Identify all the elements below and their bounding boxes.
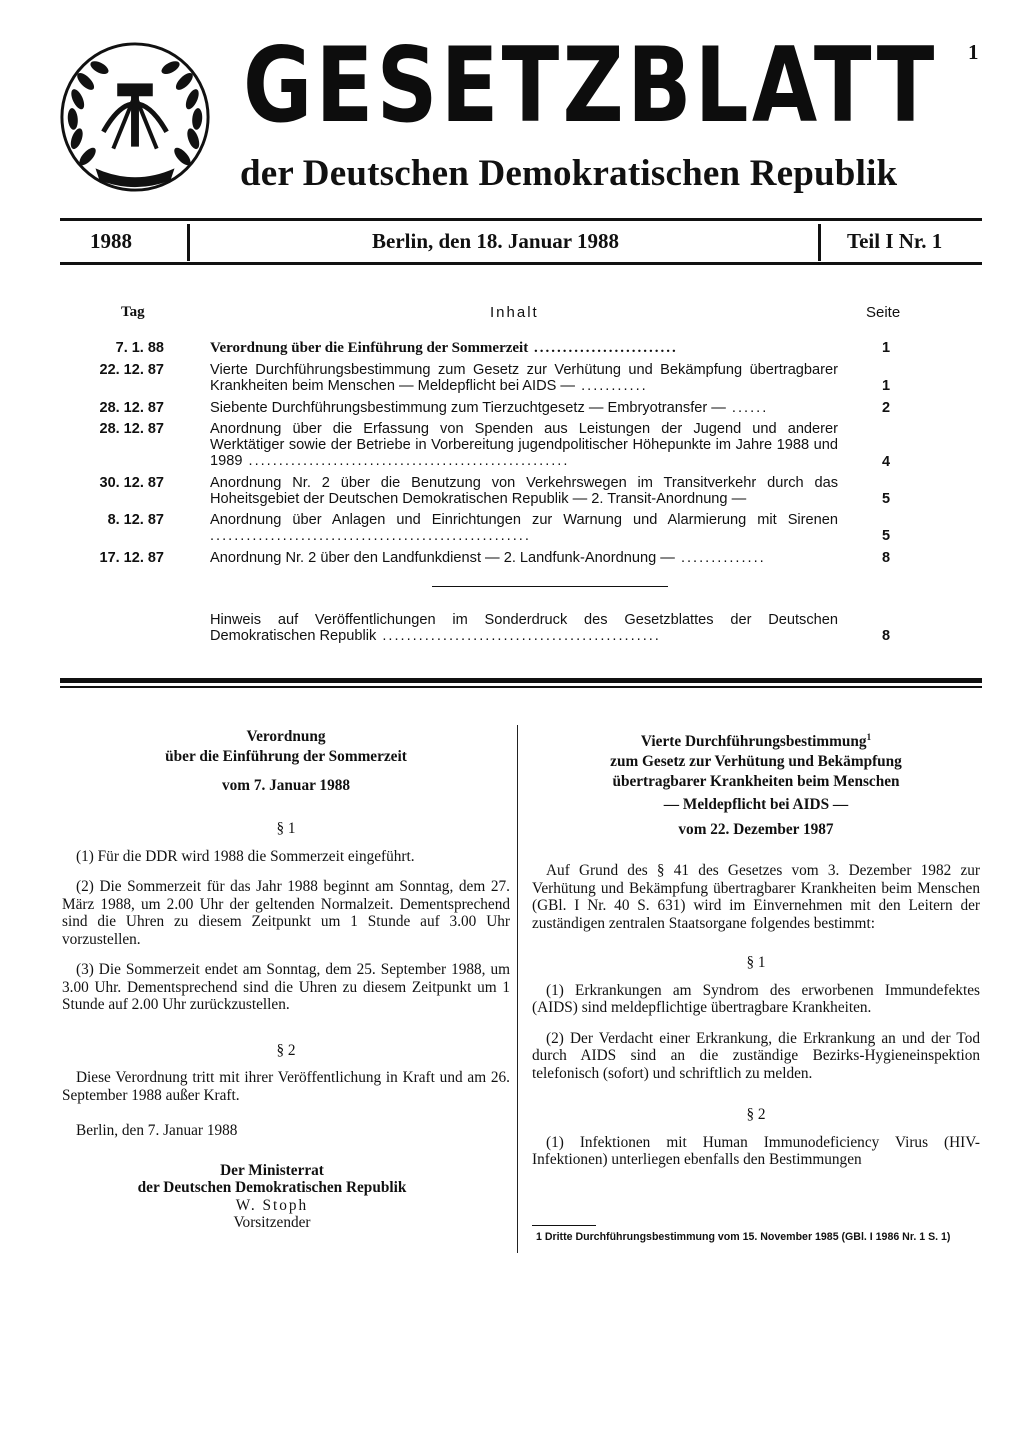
toc-title: Anordnung Nr. 2 über die Benutzung von Verkehrswegen im Transitverkehr durch das Hoheitsgebiet der Deutschen Demokratischen Republik — 2. Transit-Anordnung — — [210, 475, 838, 508]
section-mark: § 2 — [276, 1041, 296, 1059]
toc-date: 22. 12. 87 — [99, 362, 164, 378]
signatory-body: der Deutschen Demokratischen Republik — [137, 1179, 407, 1196]
article-heading: Verordnung — [246, 728, 326, 745]
state-emblem-icon — [56, 38, 214, 196]
toc-note-page: 8 — [882, 628, 891, 644]
signatory-name: W. Stoph — [235, 1196, 309, 1214]
section-mark: § 1 — [746, 954, 766, 972]
toc-title: Anordnung Nr. 2 über den Landfunkdienst — 2. Landfunk-Anordnung — — [210, 550, 675, 566]
toc-header-day: Tag — [121, 304, 145, 320]
toc-header-content: Inhalt — [490, 304, 539, 321]
header-divider-left — [187, 224, 190, 261]
article-heading: über die Einführung der Sommerzeit — [165, 748, 407, 765]
header-divider-right — [818, 224, 821, 261]
section-divider-thin — [60, 686, 982, 688]
toc-page: 1 — [882, 340, 891, 356]
toc-date: 7. 1. 88 — [115, 340, 164, 356]
toc-page: 2 — [882, 400, 891, 416]
header-rule-bottom — [60, 262, 982, 265]
issue-part: Teil I Nr. 1 — [847, 229, 943, 253]
paragraph: (2) Der Verdacht einer Erkrankung, die Erkrankung an und der Tod durch AIDS sind an die zuständige Bezirks-Hygieneinspektion telefonisch (sofort) und schriftlich zu melden. — [532, 1029, 980, 1082]
page-number: 1 — [968, 40, 979, 64]
paragraph: (1) Für die DDR wird 1988 die Sommerzeit eingeführt. — [76, 847, 415, 865]
toc-page: 1 — [882, 378, 891, 394]
article-heading: übertragbarer Krankheiten beim Menschen — [612, 773, 900, 791]
paragraph: Diese Verordnung tritt mit ihrer Veröffentlichung in Kraft und am 26. September 1988 außer Kraft. — [62, 1069, 510, 1104]
toc-date: 30. 12. 87 — [99, 475, 164, 491]
article-heading: Vierte Durchführungsbestimmung — [640, 733, 867, 751]
paragraph: (2) Die Sommerzeit für das Jahr 1988 beginnt am Sonntag, dem 27. März 1988, um 2.00 Uhr der geltenden Normalzeit. Dementsprechend sind die Uhren zu diesem Zeitpunkt um 1 Stunde auf 3.00 Uhr vorzustellen. — [62, 878, 510, 948]
place-date: Berlin, den 7. Januar 1988 — [76, 1122, 238, 1139]
toc-title: Anordnung über die Erfassung von Spenden aus Leistungen der Jugend und anderer Werktätiger sowie der Betriebe in Vorbereitung jugendpolitischer Höhepunkte im Jahre 1988 und 1989 — [210, 421, 838, 470]
gazette-title: GESETZBLATT — [243, 26, 938, 146]
toc-date: 28. 12. 87 — [99, 421, 164, 437]
toc-date: 8. 12. 87 — [107, 512, 164, 528]
toc-note-text: Hinweis auf Veröffentlichungen im Sonderdruck des Gesetzblattes der Deutschen Demokratischen Republik — [210, 612, 838, 645]
toc-title: Siebente Durchführungsbestimmung zum Tierzuchtgesetz — Embryotransfer — — [210, 400, 726, 416]
article-heading: zum Gesetz zur Verhütung und Bekämpfung — [610, 753, 902, 771]
toc-page: 5 — [882, 491, 891, 507]
article-heading: — Meldepflicht bei AIDS — — [663, 796, 849, 814]
signatory-title: Vorsitzender — [233, 1214, 311, 1231]
gazette-subtitle: der Deutschen Demokratischen Republik — [240, 153, 898, 194]
paragraph: Auf Grund des § 41 des Gesetzes vom 3. Dezember 1982 zur Verhütung und Bekämpfung übertragbarer Krankheiten beim Menschen (GBl. I Nr. 40 S. 631) wird im Einvernehmen mit den Leitern der zuständigen zentralen Staatsorgane folgendes bestimmt: — [532, 862, 980, 932]
article-aids — [532, 727, 980, 1169]
toc-date: 17. 12. 87 — [99, 550, 164, 566]
toc-page: 5 — [882, 528, 891, 544]
toc-page: 4 — [882, 454, 891, 470]
issue-date: Berlin, den 18. Januar 1988 — [372, 229, 619, 253]
column-divider — [517, 725, 518, 1253]
paragraph: (1) Infektionen mit Human Immunodeficiency Virus (HIV-Infektionen) unterliegen ebenfalls den Bestimmungen — [532, 1133, 980, 1169]
article-summer-time — [62, 727, 510, 1232]
footnote: 1 Dritte Durchführungsbestimmung vom 15. November 1985 (GBl. I 1986 Nr. 1 S. 1) — [536, 1231, 951, 1243]
toc-date: 28. 12. 87 — [99, 400, 164, 416]
section-mark: § 1 — [276, 820, 296, 837]
issue-year: 1988 — [90, 229, 132, 253]
toc-title: Vierte Durchführungsbestimmung zum Gesetz zur Verhütung und Bekämpfung übertragbarer Krankheiten beim Menschen — Meldepflicht bei AIDS — — [210, 362, 838, 395]
toc-separator — [432, 586, 668, 587]
article-date: vom 22. Dezember 1987 — [678, 821, 834, 839]
section-mark: § 2 — [746, 1106, 766, 1124]
signatory-body: Der Ministerrat — [220, 1161, 324, 1179]
section-divider — [60, 678, 982, 683]
toc-page: 8 — [882, 550, 891, 566]
toc-title: Verordnung über die Einführung der Sommerzeit — [210, 340, 529, 356]
footnote-rule — [532, 1225, 596, 1226]
toc-header-page: Seite — [866, 304, 901, 321]
article-date: vom 7. Januar 1988 — [221, 777, 351, 794]
toc-title: Anordnung über Anlagen und Einrichtungen zur Warnung und Alarmierung mit Sirenen — [210, 512, 838, 528]
footnote-mark: 1 — [866, 732, 872, 742]
header-rule-top — [60, 218, 982, 221]
paragraph: (1) Erkrankungen am Syndrom des erworbenen Immundefektes (AIDS) sind meldepflichtige übertragbare Krankheiten. — [532, 981, 980, 1017]
paragraph: (3) Die Sommerzeit endet am Sonntag, dem 25. September 1988, um 3.00 Uhr. Dementsprechend sind die Uhren zu diesem Zeitpunkt um 1 Stunde auf 2.00 Uhr zurückzustellen. — [62, 961, 510, 1013]
